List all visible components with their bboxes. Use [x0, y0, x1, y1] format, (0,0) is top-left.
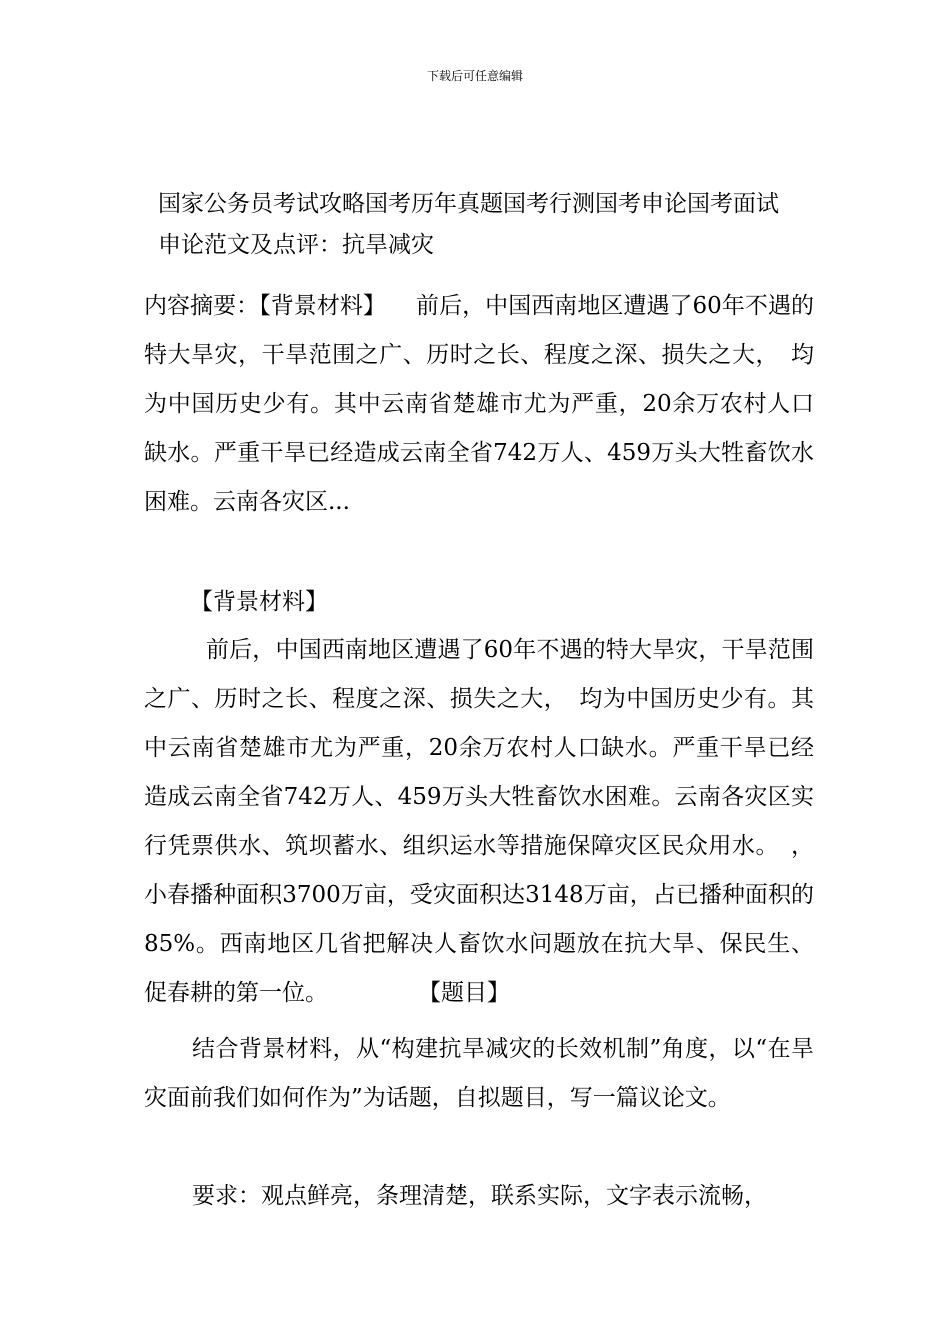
- requirements-section: [144, 1172, 814, 1221]
- task-paragraph: 结合背景材料，从“构建抗旱减灾的长效机制”角度，以“在旱灾面前我们如何作为”为话题，自拟题目，写一篇议论文。: [144, 1036, 814, 1111]
- background-paragraph: [144, 626, 814, 1018]
- summary-paragraph: [144, 282, 814, 527]
- task-heading: 【题目】: [418, 980, 510, 1006]
- background-heading: 【背景材料】: [190, 589, 328, 615]
- page-header: 下载后可任意编辑: [426, 69, 523, 83]
- title-line-2: 申论范文及点评：抗旱减灾: [158, 232, 434, 258]
- summary-label: 内容摘要：【背景材料】: [144, 293, 386, 319]
- requirements-paragraph: 要求：观点鲜亮，条理清楚，联系实际，文字表示流畅，: [192, 1183, 767, 1209]
- summary-text: 前后，中国西南地区遭遇了60年不遇的特大旱灾，干旱范围之广、历时之长、程度之深、损失之大， 均为中国历史少有。其中云南省楚雄市尤为严重，20余万农村人口缺水。严重干旱已经造成云南全省742万人、459万头大牲畜饮水困难。云南各灾区...: [144, 293, 814, 515]
- summary-section: [144, 282, 814, 527]
- title-line-1: 国家公务员考试攻略国考历年真题国考行测国考申论国考面试: [158, 191, 779, 217]
- document-title: [158, 184, 838, 266]
- task-section: [144, 1025, 814, 1123]
- background-section: [144, 626, 814, 1018]
- background-text: 前后，中国西南地区遭遇了60年不遇的特大旱灾，干旱范围之广、历时之长、程度之深、损失之大， 均为中国历史少有。其中云南省楚雄市尤为严重，20余万农村人口缺水。严重干旱已经造成云南全省742万人、459万头大牲畜饮水困难。云南各灾区实行凭票供水、筑坝蓄水、组织运水等措施保障灾区民众用水。 ，小春播种面积3700万亩，受灾面积达3148万亩，占已播种面积的85%。西南地区几省把解决人畜饮水问题放在抗大旱、保民生、促春耕的第一位。: [144, 637, 814, 1006]
